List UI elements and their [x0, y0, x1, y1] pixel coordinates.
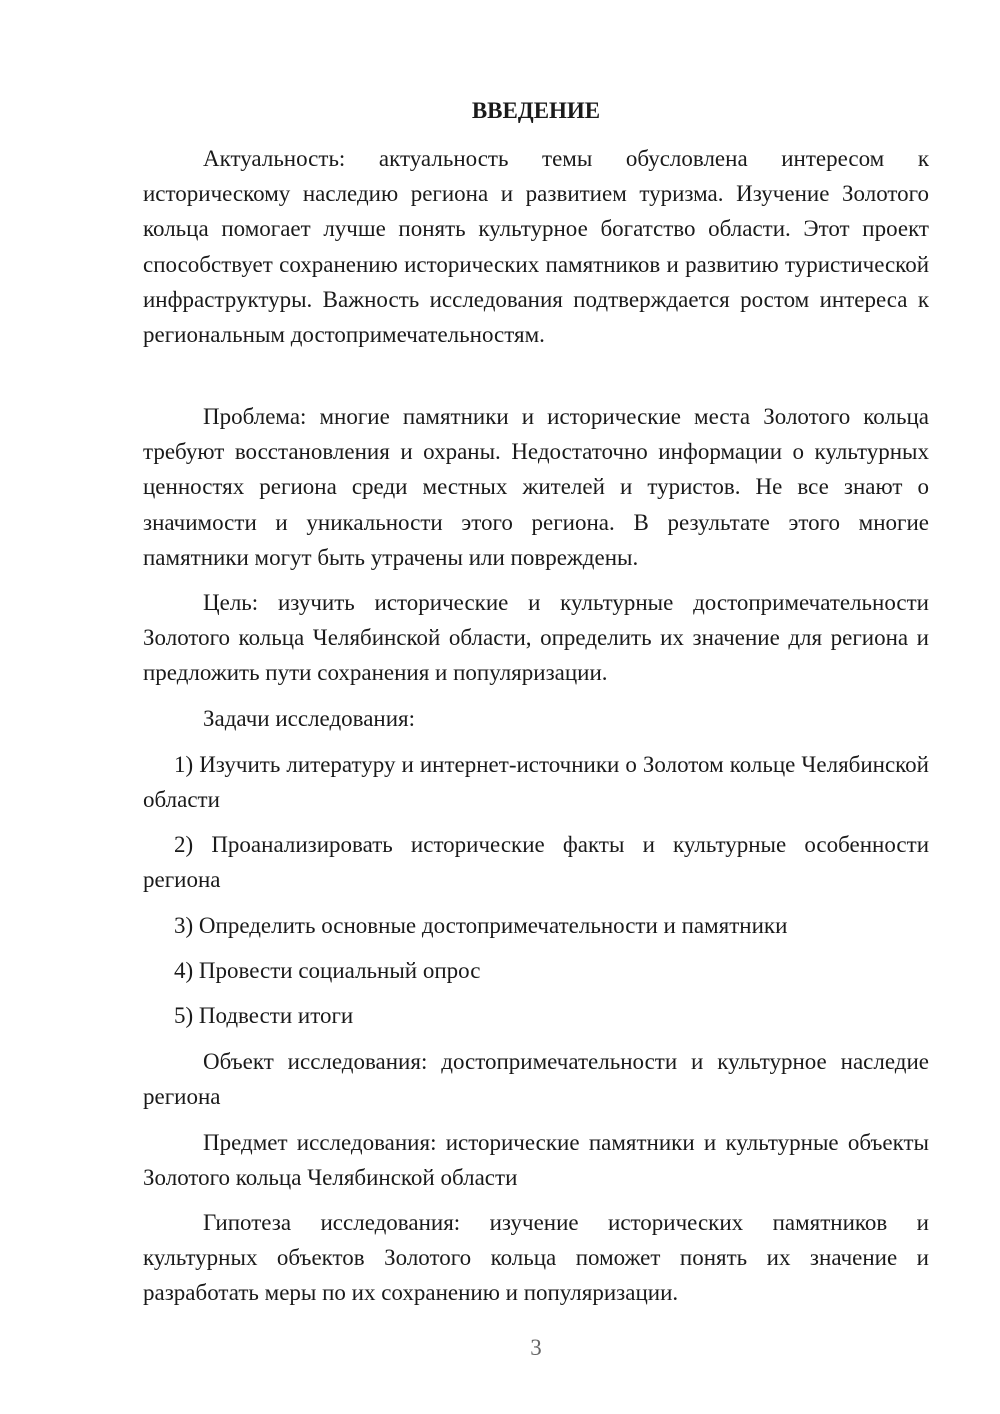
goal-paragraph: Цель: изучить исторические и культурные достопримечательности Золотого кольца Челябинской области, определить их значение для региона и предложить пути сохранения и популяризации.	[143, 590, 929, 686]
tasks-heading: Задачи исследования:	[203, 706, 416, 731]
task-item-2: 2) Проанализировать исторические факты и культурные особенности региона	[143, 832, 929, 893]
relevance-paragraph: Актуальность: актуальность темы обусловлена интересом к историческому наследию региона и развитием туризма. Изучение Золотого кольца помогает лучше понять культурное богатство области. Этот проект способствует сохранению исторических памятников и развитию туристической инфраструктуры. Важность исследования подтверждается ростом интереса к региональным достопримечательностям.	[143, 146, 929, 348]
page-number: 3	[530, 1335, 542, 1360]
page-title: ВВЕДЕНИЕ	[471, 98, 601, 123]
subject-paragraph: Предмет исследования: исторические памятники и культурные объекты Золотого кольца Челябинской области	[143, 1130, 929, 1191]
problem-paragraph: Проблема: многие памятники и исторические места Золотого кольца требуют восстановления и охраны. Недостаточно информации о культурных ценностях региона среди местных жителей и туристов. Не все знают о значимости и уникальности этого региона. В результате этого многие памятники могут быть утрачены или повреждены.	[143, 404, 929, 570]
task-item-5: 5) Подвести итоги	[174, 1003, 354, 1028]
task-item-1: 1) Изучить литературу и интернет-источники о Золотом кольце Челябинской области	[143, 752, 929, 813]
task-item-4: 4) Провести социальный опрос	[174, 958, 481, 983]
hypothesis-paragraph: Гипотеза исследования: изучение исторических памятников и культурных объектов Золотого кольца поможет понять их значение и разработать меры по их сохранению и популяризации.	[143, 1210, 929, 1306]
task-item-3: 3) Определить основные достопримечательности и памятники	[174, 913, 788, 938]
object-paragraph: Объект исследования: достопримечательности и культурное наследие региона	[143, 1049, 929, 1110]
